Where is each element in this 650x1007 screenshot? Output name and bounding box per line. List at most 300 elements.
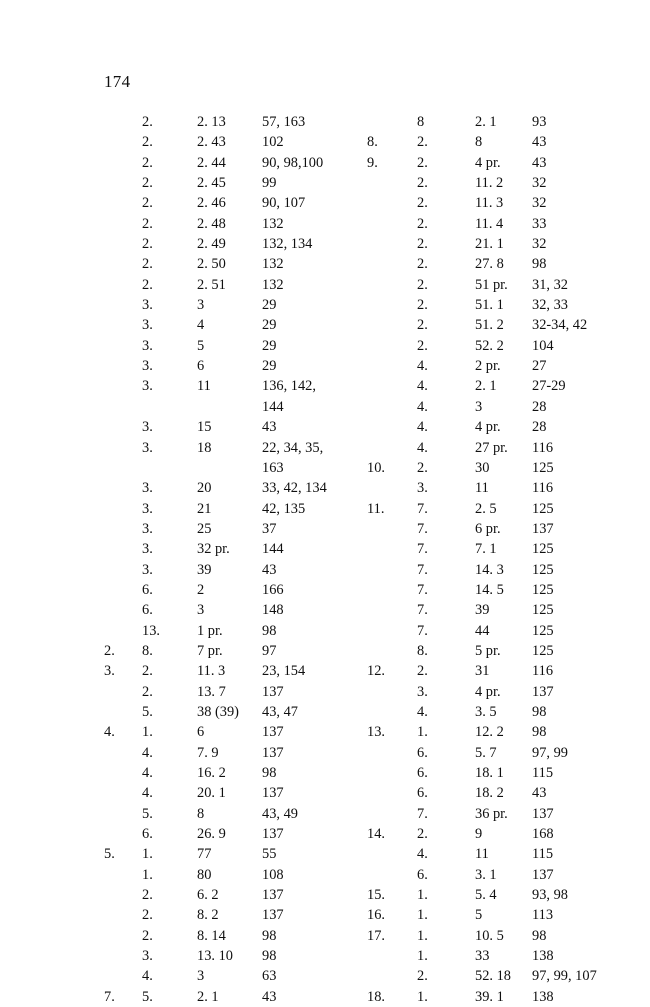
- col-title-right: 4.: [417, 358, 428, 375]
- col-title-left: 3.: [142, 297, 153, 314]
- table-row: [104, 132, 574, 152]
- col-ref-right: 2. 1: [475, 114, 497, 130]
- col-ref-right: 33: [475, 948, 490, 965]
- col-title-left: 2.: [142, 154, 153, 171]
- col-title-right: 3.: [417, 683, 428, 700]
- col-pages-right: 138: [532, 988, 554, 1005]
- col-ref-right: 9: [475, 826, 483, 843]
- table-row: [104, 763, 574, 783]
- col-title-left: 2.: [142, 236, 153, 253]
- index-table: [104, 112, 597, 1007]
- col-pages-right: 32: [532, 195, 547, 212]
- col-pages-right: 125: [532, 622, 554, 639]
- col-pages-left: 132: [262, 276, 284, 293]
- table-row: [104, 214, 574, 234]
- col-pages-right: 97, 99: [532, 744, 568, 761]
- col-ref-left: 3: [197, 297, 205, 314]
- col-title-right: 2.: [417, 337, 428, 354]
- table-row: [104, 682, 574, 702]
- col-ref-right: 21. 1: [475, 236, 504, 253]
- col-pages-right: 137: [532, 805, 554, 822]
- col-ref-right: 6 pr.: [475, 520, 501, 537]
- col-pages-right: 104: [532, 337, 554, 354]
- col-pages-left: 137: [262, 907, 284, 924]
- col-book-right: 12.: [367, 663, 385, 680]
- table-row: [104, 336, 574, 356]
- table-row: [104, 539, 574, 559]
- col-ref-right: 52. 18: [475, 968, 511, 985]
- col-pages-right: 28: [532, 398, 547, 415]
- col-ref-right: 5. 7: [475, 744, 497, 761]
- col-book-right: 17.: [367, 927, 385, 944]
- col-pages-left: 43: [262, 988, 277, 1005]
- col-pages-right: 27: [532, 358, 547, 375]
- table-row: [104, 722, 574, 742]
- col-pages-left: 137: [262, 724, 284, 741]
- col-pages-left: 43: [262, 419, 277, 436]
- col-title-right: 2.: [417, 256, 428, 273]
- col-title-right: 6.: [417, 765, 428, 781]
- col-title-left: 2.: [142, 195, 153, 212]
- table-row: [104, 743, 574, 763]
- col-pages-left: 55: [262, 846, 277, 863]
- col-title-right: 6.: [417, 785, 428, 802]
- col-pages-left: 43: [262, 561, 277, 578]
- col-ref-right: 4 pr.: [475, 419, 501, 436]
- col-pages-left: 23, 154: [262, 663, 306, 680]
- col-title-right: 6.: [417, 866, 428, 883]
- col-ref-right: 11: [475, 846, 489, 863]
- col-book-right: 14.: [367, 826, 385, 843]
- col-pages-left: 29: [262, 317, 277, 334]
- col-title-left: 5.: [142, 805, 153, 822]
- col-ref-right: 14. 5: [475, 581, 504, 598]
- col-title-right: 7.: [417, 561, 428, 578]
- col-title-right: 7.: [417, 805, 428, 822]
- col-pages-left: 90, 98,100: [262, 154, 324, 171]
- col-ref-right: 11. 2: [475, 175, 504, 192]
- col-pages-right: 116: [532, 439, 554, 456]
- col-ref-left: 11. 3: [197, 663, 226, 680]
- col-title-left: 2.: [142, 276, 153, 293]
- col-ref-left: 2. 48: [197, 215, 226, 232]
- col-ref-left: 3: [197, 602, 205, 619]
- col-pages-right: 32, 33: [532, 297, 568, 314]
- col-book-right: 11.: [367, 500, 385, 517]
- col-title-left: 3.: [142, 500, 153, 517]
- col-title-left: 2.: [142, 663, 153, 680]
- table-row: [104, 153, 574, 173]
- col-ref-right: 8: [475, 134, 483, 151]
- table-row: [104, 112, 574, 132]
- col-title-right: 2.: [417, 215, 428, 232]
- col-title-left: 2.: [142, 175, 153, 192]
- col-title-right: 7.: [417, 602, 428, 619]
- col-ref-right: 18. 1: [475, 765, 504, 781]
- col-title-right: 1.: [417, 948, 428, 965]
- table-row: [104, 987, 574, 1007]
- table-row: [104, 824, 574, 844]
- col-ref-right: 2 pr.: [475, 358, 501, 375]
- col-ref-left: 1 pr.: [197, 622, 223, 639]
- col-pages-right: 43: [532, 134, 547, 151]
- col-pages-left: 137: [262, 744, 284, 761]
- col-title-left: 4.: [142, 785, 153, 802]
- col-ref-left: 7. 9: [197, 744, 219, 761]
- table-row: [104, 783, 574, 803]
- col-pages-right: 115: [532, 846, 554, 863]
- col-book-left: 2.: [104, 642, 115, 659]
- col-pages-right: 98: [532, 256, 547, 273]
- table-row: [104, 275, 574, 295]
- col-title-left: 2.: [142, 114, 153, 130]
- col-pages-right: 43: [532, 154, 547, 171]
- col-ref-right: 52. 2: [475, 337, 504, 354]
- col-pages-right: 43: [532, 785, 547, 802]
- col-title-left: 3.: [142, 337, 153, 354]
- table-row: [104, 356, 574, 376]
- col-ref-left: 26. 9: [197, 826, 226, 843]
- col-ref-left: 80: [197, 866, 212, 883]
- col-ref-right: 4 pr.: [475, 154, 501, 171]
- col-title-right: 1.: [417, 927, 428, 944]
- col-title-left: 2.: [142, 134, 153, 151]
- col-ref-left: 38 (39): [197, 703, 239, 720]
- col-book-right: 16.: [367, 907, 385, 924]
- col-title-left: 4.: [142, 765, 153, 781]
- col-book-right: 18.: [367, 988, 385, 1005]
- table-row: [104, 499, 574, 519]
- col-book-left: 5.: [104, 846, 115, 863]
- col-pages-left: 137: [262, 683, 284, 700]
- col-title-right: 1.: [417, 988, 428, 1005]
- col-pages-left: 137: [262, 887, 284, 904]
- col-pages-right: 32: [532, 175, 547, 192]
- col-title-right: 2.: [417, 826, 428, 843]
- col-pages-left: 163: [262, 459, 284, 476]
- table-row: [104, 438, 574, 458]
- col-ref-right: 2. 1: [475, 378, 497, 395]
- col-title-left: 6.: [142, 826, 153, 843]
- col-title-left: 3.: [142, 358, 153, 375]
- col-title-left: 6.: [142, 581, 153, 598]
- col-title-left: 3.: [142, 317, 153, 334]
- col-pages-left: 98: [262, 927, 277, 944]
- col-title-left: 4.: [142, 744, 153, 761]
- col-pages-right: 137: [532, 866, 554, 883]
- table-row: [104, 478, 574, 498]
- col-title-right: 7.: [417, 500, 428, 517]
- col-ref-right: 2. 5: [475, 500, 497, 517]
- table-row: [104, 397, 574, 417]
- col-pages-right: 116: [532, 663, 554, 680]
- col-pages-right: 137: [532, 520, 554, 537]
- col-title-right: 7.: [417, 541, 428, 558]
- col-ref-right: 7. 1: [475, 541, 497, 558]
- col-title-right: 2.: [417, 663, 428, 680]
- col-ref-right: 11. 4: [475, 215, 504, 232]
- col-pages-left: 137: [262, 785, 284, 802]
- col-title-right: 1.: [417, 907, 428, 924]
- col-book-left: 4.: [104, 724, 115, 741]
- col-title-right: 1.: [417, 887, 428, 904]
- table-row: [104, 315, 588, 335]
- col-ref-right: 27. 8: [475, 256, 504, 273]
- col-ref-left: 2. 50: [197, 256, 226, 273]
- col-ref-left: 6: [197, 358, 205, 375]
- col-title-right: 4.: [417, 703, 428, 720]
- col-pages-right: 113: [532, 907, 554, 924]
- col-pages-right: 32-34, 42: [532, 317, 588, 334]
- col-ref-right: 51. 1: [475, 297, 504, 314]
- col-ref-right: 36 pr.: [475, 805, 508, 822]
- table-row: [104, 458, 574, 478]
- col-ref-left: 5: [197, 337, 205, 354]
- col-title-left: 3.: [142, 948, 153, 965]
- col-pages-right: 137: [532, 683, 554, 700]
- col-pages-left: 132: [262, 215, 284, 232]
- col-title-left: 3.: [142, 419, 153, 436]
- col-title-right: 8: [417, 114, 425, 130]
- col-ref-right: 51 pr.: [475, 276, 508, 293]
- col-ref-left: 16. 2: [197, 765, 226, 781]
- col-pages-right: 27-29: [532, 378, 566, 395]
- col-ref-right: 11. 3: [475, 195, 504, 212]
- col-ref-right: 31: [475, 663, 490, 680]
- table-row: [104, 621, 574, 641]
- col-pages-right: 28: [532, 419, 547, 436]
- col-title-left: 2.: [142, 215, 153, 232]
- col-book-left: 3.: [104, 663, 115, 680]
- col-pages-right: 125: [532, 642, 554, 659]
- col-title-left: 4.: [142, 968, 153, 985]
- col-ref-left: 21: [197, 500, 212, 517]
- col-ref-right: 12. 2: [475, 724, 504, 741]
- col-pages-right: 115: [532, 765, 554, 781]
- col-pages-right: 168: [532, 826, 554, 843]
- col-pages-left: 42, 135: [262, 500, 306, 517]
- col-pages-left: 137: [262, 826, 284, 843]
- col-title-right: 2.: [417, 459, 428, 476]
- col-ref-left: 13. 10: [197, 948, 233, 965]
- col-ref-left: 3: [197, 968, 205, 985]
- col-ref-right: 4 pr.: [475, 683, 501, 700]
- col-ref-left: 2. 44: [197, 154, 226, 171]
- col-pages-left: 144: [262, 398, 284, 415]
- page-number: 174: [104, 72, 131, 91]
- col-title-right: 2.: [417, 317, 428, 334]
- col-title-left: 1.: [142, 866, 153, 883]
- col-pages-left: 102: [262, 134, 284, 151]
- table-row: [104, 376, 574, 396]
- table-row: [104, 519, 574, 539]
- col-title-right: 2.: [417, 195, 428, 212]
- col-ref-left: 7 pr.: [197, 642, 223, 659]
- table-row: [104, 254, 574, 274]
- col-title-left: 3.: [142, 439, 153, 456]
- col-title-left: 13.: [142, 622, 160, 639]
- col-pages-left: 90, 107: [262, 195, 306, 212]
- col-ref-right: 30: [475, 459, 490, 476]
- col-ref-left: 2. 45: [197, 175, 226, 192]
- col-ref-right: 14. 3: [475, 561, 504, 578]
- col-ref-left: 4: [197, 317, 205, 334]
- col-pages-left: 98: [262, 622, 277, 639]
- col-pages-left: 99: [262, 175, 277, 192]
- col-title-left: 2.: [142, 256, 153, 273]
- col-pages-left: 29: [262, 337, 277, 354]
- col-book-right: 13.: [367, 724, 385, 741]
- col-ref-left: 39: [197, 561, 212, 578]
- col-ref-left: 11: [197, 378, 211, 395]
- col-ref-left: 2. 13: [197, 114, 226, 130]
- col-pages-right: 98: [532, 927, 547, 944]
- col-title-left: 3.: [142, 541, 153, 558]
- col-title-left: 1.: [142, 846, 153, 863]
- col-pages-right: 125: [532, 541, 554, 558]
- col-title-left: 2.: [142, 907, 153, 924]
- col-ref-right: 27 pr.: [475, 439, 508, 456]
- table-row: [104, 804, 574, 824]
- table-row: [104, 844, 574, 864]
- col-pages-left: 132, 134: [262, 236, 313, 253]
- col-pages-right: 125: [532, 581, 554, 598]
- col-title-left: 3.: [142, 378, 153, 395]
- col-ref-left: 77: [197, 846, 212, 863]
- col-title-right: 6.: [417, 744, 428, 761]
- col-title-left: 5.: [142, 988, 153, 1005]
- col-ref-right: 51. 2: [475, 317, 504, 334]
- col-ref-right: 11: [475, 480, 489, 497]
- col-pages-left: 29: [262, 297, 277, 314]
- col-title-right: 1.: [417, 724, 428, 741]
- col-title-right: 2.: [417, 297, 428, 314]
- col-title-left: 1.: [142, 724, 153, 741]
- col-pages-left: 43, 47: [262, 703, 298, 720]
- col-pages-left: 166: [262, 581, 284, 598]
- col-title-right: 2.: [417, 134, 428, 151]
- col-ref-left: 25: [197, 520, 212, 537]
- table-row: [104, 295, 574, 315]
- col-ref-left: 32 pr.: [197, 541, 230, 558]
- table-row: [104, 193, 574, 213]
- col-pages-left: 43, 49: [262, 805, 298, 822]
- table-row: [104, 580, 574, 600]
- col-title-right: 4.: [417, 846, 428, 863]
- col-title-left: 8.: [142, 642, 153, 659]
- col-ref-left: 2: [197, 581, 205, 598]
- table-row: [104, 173, 574, 193]
- col-book-right: 8.: [367, 134, 378, 151]
- col-title-right: 7.: [417, 622, 428, 639]
- col-ref-left: 8: [197, 805, 205, 822]
- col-pages-left: 63: [262, 968, 277, 985]
- col-pages-right: 116: [532, 480, 554, 497]
- col-pages-left: 98: [262, 948, 277, 965]
- col-ref-left: 6: [197, 724, 205, 741]
- col-pages-right: 32: [532, 236, 547, 253]
- col-title-left: 3.: [142, 520, 153, 537]
- col-ref-left: 2. 43: [197, 134, 226, 151]
- table-row: [104, 417, 574, 437]
- col-pages-right: 125: [532, 602, 554, 619]
- col-title-right: 7.: [417, 581, 428, 598]
- col-ref-right: 10. 5: [475, 927, 504, 944]
- col-ref-right: 39. 1: [475, 988, 504, 1005]
- col-ref-left: 6. 2: [197, 887, 219, 904]
- col-title-left: 2.: [142, 683, 153, 700]
- col-ref-left: 13. 7: [197, 683, 226, 700]
- col-ref-right: 5. 4: [475, 887, 497, 904]
- col-ref-right: 18. 2: [475, 785, 504, 802]
- col-pages-left: 136, 142,: [262, 378, 316, 395]
- col-ref-right: 3. 1: [475, 866, 497, 883]
- col-ref-left: 2. 51: [197, 276, 226, 293]
- table-row: [104, 702, 574, 722]
- col-title-right: 7.: [417, 520, 428, 537]
- col-pages-right: 33: [532, 215, 547, 232]
- col-pages-right: 93, 98: [532, 887, 568, 904]
- col-ref-left: 20. 1: [197, 785, 226, 802]
- col-book-left: 7.: [104, 988, 115, 1005]
- col-ref-right: 39: [475, 602, 490, 619]
- col-title-left: 3.: [142, 480, 153, 497]
- col-ref-left: 8. 2: [197, 907, 219, 924]
- col-ref-left: 2. 49: [197, 236, 226, 253]
- col-title-right: 2.: [417, 276, 428, 293]
- col-pages-right: 93: [532, 114, 547, 130]
- table-row: [104, 966, 597, 986]
- table-row: [104, 661, 574, 681]
- col-title-left: 5.: [142, 703, 153, 720]
- col-title-left: 2.: [142, 887, 153, 904]
- col-ref-left: 20: [197, 480, 212, 497]
- col-ref-right: 5 pr.: [475, 642, 501, 659]
- col-title-right: 2.: [417, 968, 428, 985]
- col-ref-right: 3. 5: [475, 703, 497, 720]
- col-pages-left: 144: [262, 541, 284, 558]
- col-title-right: 2.: [417, 154, 428, 171]
- table-row: [104, 926, 574, 946]
- col-pages-right: 98: [532, 703, 547, 720]
- col-pages-left: 29: [262, 358, 277, 375]
- col-pages-left: 148: [262, 602, 284, 619]
- table-row: [104, 905, 574, 925]
- table-row: [104, 946, 574, 966]
- col-pages-right: 98: [532, 724, 547, 741]
- col-ref-right: 3: [475, 398, 483, 415]
- col-title-left: 2.: [142, 927, 153, 944]
- col-ref-right: 44: [475, 622, 490, 639]
- table-row: [104, 641, 574, 661]
- table-row: [104, 865, 574, 885]
- col-ref-left: 15: [197, 419, 212, 436]
- col-pages-right: 138: [532, 948, 554, 965]
- col-title-left: 3.: [142, 561, 153, 578]
- col-book-right: 15.: [367, 887, 385, 904]
- col-pages-right: 125: [532, 459, 554, 476]
- col-ref-right: 5: [475, 907, 483, 924]
- col-ref-left: 2. 1: [197, 988, 219, 1005]
- table-row: [104, 885, 574, 905]
- col-pages-left: 57, 163: [262, 114, 306, 130]
- col-pages-right: 97, 99, 107: [532, 968, 597, 985]
- col-pages-left: 22, 34, 35,: [262, 439, 324, 456]
- col-title-right: 4.: [417, 378, 428, 395]
- col-title-right: 2.: [417, 175, 428, 192]
- col-pages-right: 125: [532, 561, 554, 578]
- col-ref-left: 18: [197, 439, 212, 456]
